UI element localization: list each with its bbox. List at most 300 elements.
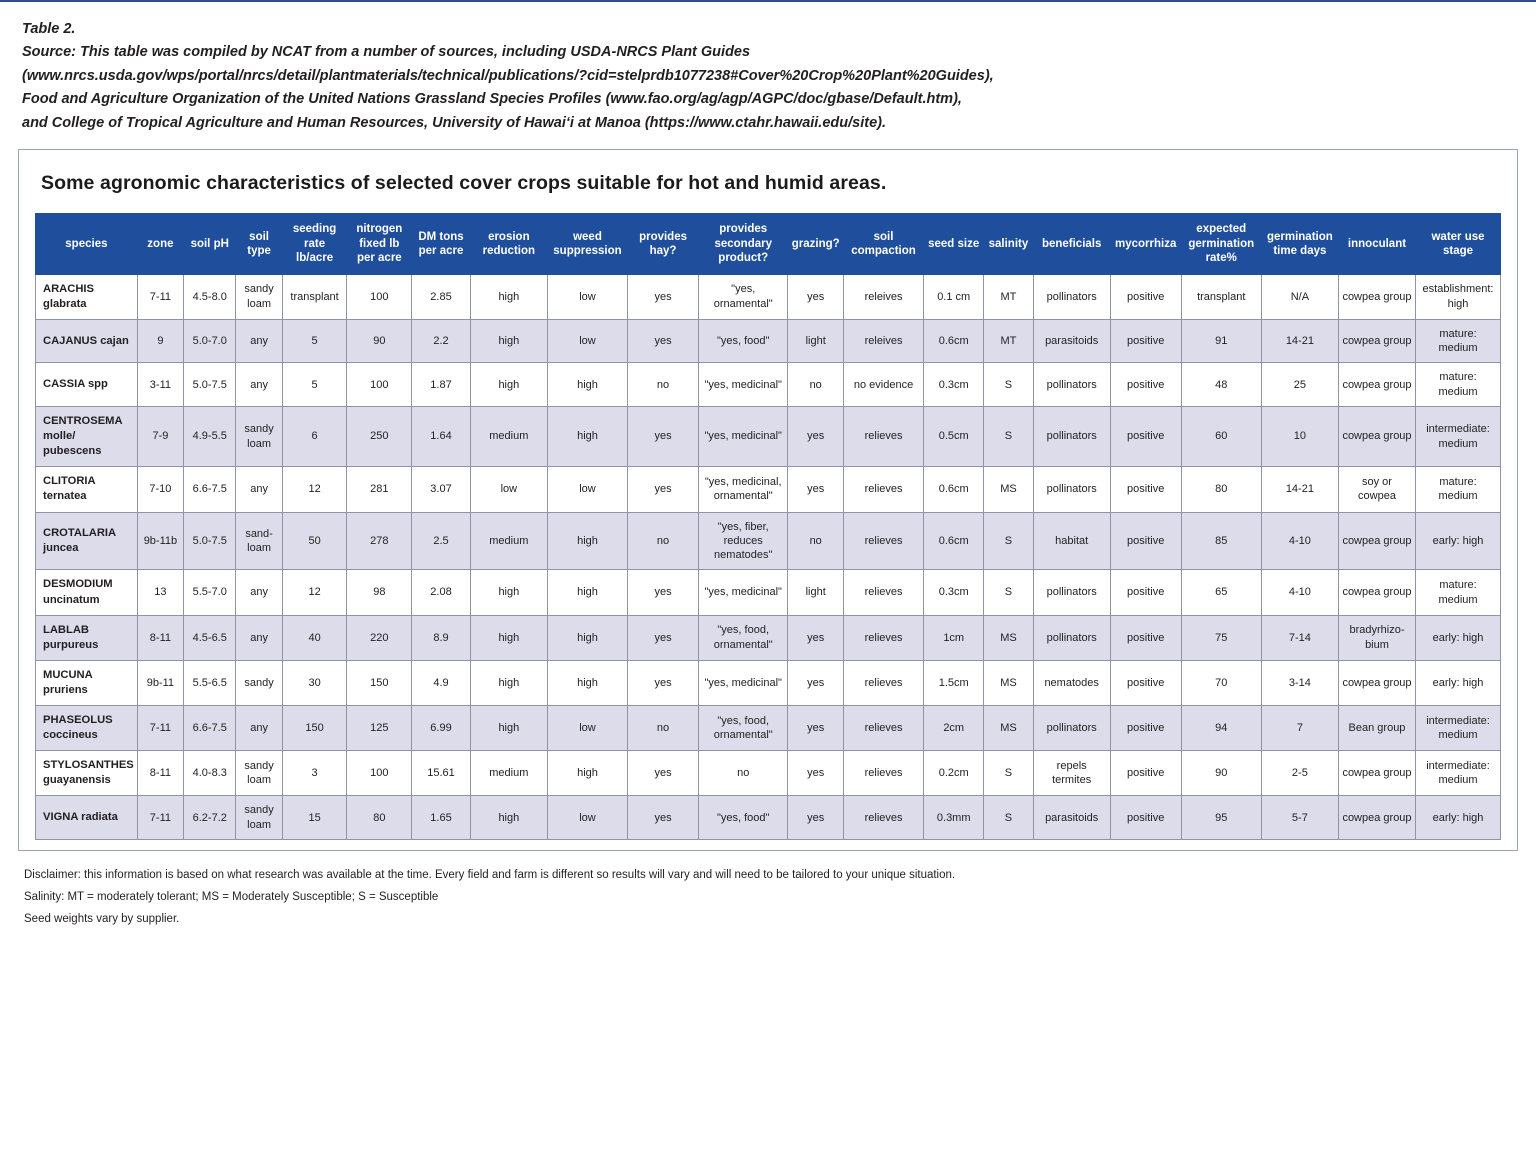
table-row: [36, 512, 1501, 570]
cell-soil-ph: 5.5-7.0: [184, 570, 236, 615]
table-body: [36, 274, 1501, 840]
cell-soil-ph: 4.5-6.5: [184, 615, 236, 660]
cell-dm-tons: 4.9: [412, 660, 471, 705]
cell-secondary-product: "yes, medicinal": [699, 406, 788, 466]
cell-weed-suppression: low: [547, 796, 627, 840]
table-title: Some agronomic characteristics of selected cover crops suitable for hot and humid areas.: [41, 172, 887, 195]
cell-water-use-stage: early: high: [1416, 660, 1501, 705]
cell-nitrogen-fixed: 98: [347, 570, 412, 615]
cell-mycorrhiza: positive: [1110, 467, 1181, 512]
table-row: [36, 660, 1501, 705]
cell-soil-type: sandy loam: [236, 796, 282, 840]
cell-zone: 3-11: [137, 363, 183, 407]
cell-zone: 7-11: [137, 274, 183, 319]
cell-weed-suppression: high: [547, 406, 627, 466]
cell-germination-rate: 70: [1181, 660, 1261, 705]
cell-germination-time: N/A: [1261, 274, 1338, 319]
col-header-provides-hay: provides hay?: [628, 214, 699, 274]
cell-grazing: yes: [788, 274, 844, 319]
cell-innoculant: bradyrhizo-bium: [1338, 615, 1415, 660]
cell-species: DESMODIUM uncinatum: [36, 570, 138, 615]
cell-beneficials: repels termites: [1033, 751, 1110, 796]
cell-seed-size: 0.6cm: [924, 512, 984, 570]
cell-soil-ph: 6.6-7.5: [184, 467, 236, 512]
col-header-erosion-reduction: erosion reduction: [470, 214, 547, 274]
cell-secondary-product: "yes, medicinal, ornamental": [699, 467, 788, 512]
cell-grazing: yes: [788, 706, 844, 751]
cell-provides-hay: yes: [628, 615, 699, 660]
cell-nitrogen-fixed: 150: [347, 660, 412, 705]
cell-soil-type: sandy loam: [236, 751, 282, 796]
cell-zone: 8-11: [137, 751, 183, 796]
table-row: [36, 570, 1501, 615]
cell-mycorrhiza: positive: [1110, 660, 1181, 705]
table-row: [36, 796, 1501, 840]
cell-nitrogen-fixed: 80: [347, 796, 412, 840]
cell-germination-time: 5-7: [1261, 796, 1338, 840]
cell-dm-tons: 3.07: [412, 467, 471, 512]
cell-soil-type: any: [236, 706, 282, 751]
footnotes: [24, 865, 1518, 931]
cell-zone: 7-10: [137, 467, 183, 512]
cell-grazing: light: [788, 319, 844, 363]
cell-species: CASSIA spp: [36, 363, 138, 407]
col-header-weed-suppression: weed suppression: [547, 214, 627, 274]
cell-erosion-reduction: high: [470, 706, 547, 751]
cell-provides-hay: yes: [628, 467, 699, 512]
cell-water-use-stage: establishment: high: [1416, 274, 1501, 319]
cell-secondary-product: "yes, food, ornamental": [699, 706, 788, 751]
footnote-salinity-legend: Salinity: MT = moderately tolerant; MS = Moderately Susceptible; S = Susceptible: [24, 890, 439, 903]
cell-soil-compaction: relieves: [843, 615, 923, 660]
cell-erosion-reduction: high: [470, 363, 547, 407]
cell-soil-type: any: [236, 319, 282, 363]
cell-water-use-stage: mature: medium: [1416, 319, 1501, 363]
cell-innoculant: cowpea group: [1338, 751, 1415, 796]
cell-salinity: S: [984, 796, 1033, 840]
cell-nitrogen-fixed: 90: [347, 319, 412, 363]
cell-erosion-reduction: low: [470, 467, 547, 512]
cell-zone: 7-11: [137, 796, 183, 840]
agronomic-characteristics-table: [35, 213, 1501, 840]
cell-germination-rate: 75: [1181, 615, 1261, 660]
cell-soil-ph: 4.9-5.5: [184, 406, 236, 466]
col-header-innoculant: innoculant: [1338, 214, 1415, 274]
cell-species: MUCUNA pruriens: [36, 660, 138, 705]
col-header-soil-ph: soil pH: [184, 214, 236, 274]
cell-germination-time: 7-14: [1261, 615, 1338, 660]
cell-beneficials: parasitoids: [1033, 796, 1110, 840]
cell-beneficials: pollinators: [1033, 467, 1110, 512]
cell-germination-rate: 85: [1181, 512, 1261, 570]
cell-grazing: yes: [788, 615, 844, 660]
table-row: [36, 406, 1501, 466]
cell-seed-size: 0.5cm: [924, 406, 984, 466]
source-line-3: (www.nrcs.usda.gov/wps/portal/nrcs/detail/plantmaterials/technical/publications/?cid=stelprdb1077238#Cover%20Crop%20Plant%20Guides),: [22, 67, 994, 84]
cell-nitrogen-fixed: 220: [347, 615, 412, 660]
cell-weed-suppression: high: [547, 363, 627, 407]
cell-nitrogen-fixed: 125: [347, 706, 412, 751]
cell-innoculant: cowpea group: [1338, 319, 1415, 363]
cell-germination-time: 7: [1261, 706, 1338, 751]
cell-seeding-rate: transplant: [282, 274, 347, 319]
cell-provides-hay: yes: [628, 406, 699, 466]
cell-mycorrhiza: positive: [1110, 512, 1181, 570]
cell-soil-ph: 5.5-6.5: [184, 660, 236, 705]
cell-erosion-reduction: medium: [470, 406, 547, 466]
cell-seeding-rate: 6: [282, 406, 347, 466]
cell-species: CLITORIA ternatea: [36, 467, 138, 512]
cell-mycorrhiza: positive: [1110, 274, 1181, 319]
cell-soil-type: sandy: [236, 660, 282, 705]
cell-seeding-rate: 40: [282, 615, 347, 660]
cell-soil-compaction: relieves: [843, 512, 923, 570]
cell-soil-type: any: [236, 570, 282, 615]
cell-erosion-reduction: medium: [470, 512, 547, 570]
cell-soil-compaction: relieves: [843, 796, 923, 840]
cell-soil-type: sandy loam: [236, 406, 282, 466]
col-header-nitrogen-fixed: nitrogen fixed lb per acre: [347, 214, 412, 274]
cell-beneficials: pollinators: [1033, 706, 1110, 751]
cell-provides-hay: no: [628, 363, 699, 407]
cell-erosion-reduction: high: [470, 570, 547, 615]
source-line-4: Food and Agriculture Organization of the United Nations Grassland Species Profiles (www.fao.org/ag/agp/AGPC/doc/gbase/Default.htm),: [22, 91, 962, 108]
cell-dm-tons: 2.2: [412, 319, 471, 363]
cell-species: CROTALARIA juncea: [36, 512, 138, 570]
table-row: [36, 363, 1501, 407]
cell-innoculant: cowpea group: [1338, 512, 1415, 570]
source-line-2: Source: This table was compiled by NCAT from a number of sources, including USDA-NRCS Plant Guides: [22, 44, 751, 61]
cell-weed-suppression: high: [547, 615, 627, 660]
cell-provides-hay: yes: [628, 751, 699, 796]
cell-soil-compaction: relieves: [843, 751, 923, 796]
col-header-salinity: salinity: [984, 214, 1033, 274]
table-row: [36, 319, 1501, 363]
table-row: [36, 467, 1501, 512]
cell-species: ARACHIS glabrata: [36, 274, 138, 319]
cell-soil-ph: 4.5-8.0: [184, 274, 236, 319]
cell-zone: 7-9: [137, 406, 183, 466]
col-header-grazing: grazing?: [788, 214, 844, 274]
cell-secondary-product: "yes, medicinal": [699, 570, 788, 615]
cell-weed-suppression: low: [547, 274, 627, 319]
cell-secondary-product: "yes, fiber, reduces nematodes": [699, 512, 788, 570]
cell-salinity: MT: [984, 319, 1033, 363]
cell-weed-suppression: high: [547, 660, 627, 705]
cell-zone: 8-11: [137, 615, 183, 660]
cell-grazing: light: [788, 570, 844, 615]
cell-germination-time: 3-14: [1261, 660, 1338, 705]
table-row: [36, 274, 1501, 319]
cell-species: PHASEOLUS coccineus: [36, 706, 138, 751]
col-header-germination-time: germination time days: [1261, 214, 1338, 274]
cell-soil-ph: 6.2-7.2: [184, 796, 236, 840]
cell-dm-tons: 6.99: [412, 706, 471, 751]
cell-germination-rate: 48: [1181, 363, 1261, 407]
cell-germination-rate: 60: [1181, 406, 1261, 466]
cell-dm-tons: 15.61: [412, 751, 471, 796]
cell-dm-tons: 2.5: [412, 512, 471, 570]
source-line-5: and College of Tropical Agriculture and Human Resources, University of Hawai‘i at Manoa (https://www.ctahr.hawaii.edu/site).: [22, 114, 886, 131]
cell-seed-size: 0.3cm: [924, 570, 984, 615]
cell-provides-hay: yes: [628, 570, 699, 615]
top-rule: [0, 0, 1536, 2]
col-header-species: species: [36, 214, 138, 274]
cell-seed-size: 1cm: [924, 615, 984, 660]
cell-zone: 9b-11b: [137, 512, 183, 570]
cell-weed-suppression: high: [547, 512, 627, 570]
footnote-disclaimer: Disclaimer: this information is based on what research was available at the time. Every field and farm is different so results will vary and will need to be tailored to your unique situation.: [24, 869, 956, 882]
cell-species: CAJANUS cajan: [36, 319, 138, 363]
cell-beneficials: nematodes: [1033, 660, 1110, 705]
cell-water-use-stage: intermediate: medium: [1416, 706, 1501, 751]
cell-soil-compaction: relieves: [843, 706, 923, 751]
cell-nitrogen-fixed: 281: [347, 467, 412, 512]
cell-innoculant: cowpea group: [1338, 274, 1415, 319]
cell-provides-hay: yes: [628, 660, 699, 705]
cell-mycorrhiza: positive: [1110, 319, 1181, 363]
cell-mycorrhiza: positive: [1110, 751, 1181, 796]
cell-seed-size: 0.3cm: [924, 363, 984, 407]
cell-dm-tons: 8.9: [412, 615, 471, 660]
cell-seed-size: 1.5cm: [924, 660, 984, 705]
cell-soil-type: sandy loam: [236, 274, 282, 319]
cell-grazing: yes: [788, 660, 844, 705]
cell-water-use-stage: intermediate: medium: [1416, 406, 1501, 466]
cell-innoculant: Bean group: [1338, 706, 1415, 751]
cell-weed-suppression: high: [547, 570, 627, 615]
cell-soil-type: any: [236, 615, 282, 660]
cell-salinity: MS: [984, 706, 1033, 751]
cell-weed-suppression: low: [547, 467, 627, 512]
cell-soil-compaction: relieves: [843, 406, 923, 466]
cell-seeding-rate: 5: [282, 363, 347, 407]
cell-water-use-stage: mature: medium: [1416, 363, 1501, 407]
cell-salinity: S: [984, 751, 1033, 796]
cell-erosion-reduction: high: [470, 796, 547, 840]
cell-salinity: MS: [984, 615, 1033, 660]
cell-provides-hay: no: [628, 706, 699, 751]
cell-zone: 9b-11: [137, 660, 183, 705]
cell-dm-tons: 2.08: [412, 570, 471, 615]
cell-zone: 13: [137, 570, 183, 615]
source-citation: [22, 18, 1518, 135]
cell-soil-ph: 5.0-7.5: [184, 512, 236, 570]
cell-soil-type: sand- loam: [236, 512, 282, 570]
col-header-beneficials: beneficials: [1033, 214, 1110, 274]
cell-salinity: S: [984, 363, 1033, 407]
cell-provides-hay: yes: [628, 319, 699, 363]
cell-innoculant: cowpea group: [1338, 406, 1415, 466]
cell-seed-size: 0.2cm: [924, 751, 984, 796]
cell-seeding-rate: 15: [282, 796, 347, 840]
col-header-zone: zone: [137, 214, 183, 274]
cell-soil-compaction: relieves: [843, 467, 923, 512]
cell-soil-compaction: releives: [843, 319, 923, 363]
cell-dm-tons: 2.85: [412, 274, 471, 319]
cell-beneficials: pollinators: [1033, 406, 1110, 466]
cell-mycorrhiza: positive: [1110, 615, 1181, 660]
table-row: [36, 615, 1501, 660]
cell-zone: 9: [137, 319, 183, 363]
cell-soil-compaction: relieves: [843, 570, 923, 615]
col-header-secondary-product: provides secondary product?: [699, 214, 788, 274]
cell-salinity: MS: [984, 467, 1033, 512]
cell-nitrogen-fixed: 100: [347, 751, 412, 796]
cell-germination-rate: 65: [1181, 570, 1261, 615]
cell-germination-time: 2-5: [1261, 751, 1338, 796]
col-header-soil-compaction: soil compaction: [843, 214, 923, 274]
cell-nitrogen-fixed: 100: [347, 274, 412, 319]
cell-secondary-product: "yes, medicinal": [699, 660, 788, 705]
cell-nitrogen-fixed: 250: [347, 406, 412, 466]
cell-soil-compaction: no evidence: [843, 363, 923, 407]
col-header-dm-tons: DM tons per acre: [412, 214, 471, 274]
cell-erosion-reduction: high: [470, 615, 547, 660]
cell-germination-time: 4-10: [1261, 570, 1338, 615]
cell-provides-hay: yes: [628, 796, 699, 840]
cell-grazing: no: [788, 512, 844, 570]
cell-germination-rate: transplant: [1181, 274, 1261, 319]
cell-secondary-product: "yes, medicinal": [699, 363, 788, 407]
cell-germination-rate: 90: [1181, 751, 1261, 796]
cell-soil-ph: 5.0-7.5: [184, 363, 236, 407]
cell-dm-tons: 1.64: [412, 406, 471, 466]
cell-seeding-rate: 3: [282, 751, 347, 796]
cell-seed-size: 0.3mm: [924, 796, 984, 840]
table-row: [36, 751, 1501, 796]
cell-salinity: S: [984, 512, 1033, 570]
cell-secondary-product: no: [699, 751, 788, 796]
cell-grazing: no: [788, 363, 844, 407]
cell-erosion-reduction: high: [470, 660, 547, 705]
cell-seeding-rate: 50: [282, 512, 347, 570]
cell-germination-time: 25: [1261, 363, 1338, 407]
cell-water-use-stage: mature: medium: [1416, 570, 1501, 615]
cell-water-use-stage: mature: medium: [1416, 467, 1501, 512]
cell-water-use-stage: early: high: [1416, 615, 1501, 660]
cell-beneficials: habitat: [1033, 512, 1110, 570]
cell-salinity: MT: [984, 274, 1033, 319]
cell-nitrogen-fixed: 278: [347, 512, 412, 570]
cell-soil-compaction: relieves: [843, 660, 923, 705]
source-line-1: Table 2.: [22, 21, 76, 37]
cell-water-use-stage: early: high: [1416, 796, 1501, 840]
cell-soil-ph: 6.6-7.5: [184, 706, 236, 751]
footnote-seed-weights: Seed weights vary by supplier.: [24, 912, 180, 925]
cell-seed-size: 0.1 cm: [924, 274, 984, 319]
cell-mycorrhiza: positive: [1110, 406, 1181, 466]
cell-grazing: yes: [788, 467, 844, 512]
table-header: [36, 214, 1501, 274]
cell-water-use-stage: intermediate: medium: [1416, 751, 1501, 796]
cell-dm-tons: 1.87: [412, 363, 471, 407]
col-header-seeding-rate: seeding rate lb/acre: [282, 214, 347, 274]
cell-mycorrhiza: positive: [1110, 796, 1181, 840]
cell-germination-time: 14-21: [1261, 467, 1338, 512]
cell-secondary-product: "yes, food": [699, 319, 788, 363]
table-card: [18, 149, 1518, 851]
cell-soil-type: any: [236, 363, 282, 407]
cell-weed-suppression: low: [547, 319, 627, 363]
cell-provides-hay: yes: [628, 274, 699, 319]
cell-mycorrhiza: positive: [1110, 570, 1181, 615]
cell-seed-size: 0.6cm: [924, 319, 984, 363]
cell-beneficials: pollinators: [1033, 615, 1110, 660]
cell-soil-ph: 5.0-7.0: [184, 319, 236, 363]
col-header-soil-type: soil type: [236, 214, 282, 274]
cell-secondary-product: "yes, food, ornamental": [699, 615, 788, 660]
cell-mycorrhiza: positive: [1110, 706, 1181, 751]
cell-grazing: yes: [788, 796, 844, 840]
cell-germination-rate: 95: [1181, 796, 1261, 840]
cell-provides-hay: no: [628, 512, 699, 570]
cell-mycorrhiza: positive: [1110, 363, 1181, 407]
cell-grazing: yes: [788, 751, 844, 796]
cell-weed-suppression: high: [547, 751, 627, 796]
cell-germination-time: 4-10: [1261, 512, 1338, 570]
cell-innoculant: cowpea group: [1338, 363, 1415, 407]
cell-species: STYLOSANTHES guayanensis: [36, 751, 138, 796]
cell-soil-compaction: releives: [843, 274, 923, 319]
cell-secondary-product: "yes, food": [699, 796, 788, 840]
cell-water-use-stage: early: high: [1416, 512, 1501, 570]
cell-soil-ph: 4.0-8.3: [184, 751, 236, 796]
cell-seeding-rate: 12: [282, 570, 347, 615]
table-row: [36, 706, 1501, 751]
cell-soil-type: any: [236, 467, 282, 512]
cell-germination-rate: 94: [1181, 706, 1261, 751]
cell-innoculant: cowpea group: [1338, 796, 1415, 840]
cell-seeding-rate: 12: [282, 467, 347, 512]
cell-grazing: yes: [788, 406, 844, 466]
cell-species: VIGNA radiata: [36, 796, 138, 840]
cell-seeding-rate: 5: [282, 319, 347, 363]
cell-erosion-reduction: high: [470, 274, 547, 319]
cell-species: LABLAB purpureus: [36, 615, 138, 660]
col-header-water-use-stage: water use stage: [1416, 214, 1501, 274]
cell-seed-size: 2cm: [924, 706, 984, 751]
cell-germination-time: 10: [1261, 406, 1338, 466]
cell-beneficials: parasitoids: [1033, 319, 1110, 363]
cell-secondary-product: "yes, ornamental": [699, 274, 788, 319]
cell-beneficials: pollinators: [1033, 570, 1110, 615]
cell-beneficials: pollinators: [1033, 363, 1110, 407]
cell-weed-suppression: low: [547, 706, 627, 751]
cell-seed-size: 0.6cm: [924, 467, 984, 512]
cell-innoculant: cowpea group: [1338, 660, 1415, 705]
cell-zone: 7-11: [137, 706, 183, 751]
cell-germination-time: 14-21: [1261, 319, 1338, 363]
cell-beneficials: pollinators: [1033, 274, 1110, 319]
col-header-germination-rate: expected germination rate%: [1181, 214, 1261, 274]
cell-dm-tons: 1.65: [412, 796, 471, 840]
cell-seeding-rate: 150: [282, 706, 347, 751]
cell-innoculant: cowpea group: [1338, 570, 1415, 615]
col-header-seed-size: seed size: [924, 214, 984, 274]
cell-salinity: S: [984, 570, 1033, 615]
cell-germination-rate: 80: [1181, 467, 1261, 512]
cell-erosion-reduction: high: [470, 319, 547, 363]
header-row: [36, 214, 1501, 274]
cell-salinity: MS: [984, 660, 1033, 705]
cell-erosion-reduction: medium: [470, 751, 547, 796]
cell-species: CENTROSEMA molle/ pubescens: [36, 406, 138, 466]
col-header-mycorrhiza: mycorrhiza: [1110, 214, 1181, 274]
cell-innoculant: soy or cowpea: [1338, 467, 1415, 512]
cell-seeding-rate: 30: [282, 660, 347, 705]
cell-nitrogen-fixed: 100: [347, 363, 412, 407]
